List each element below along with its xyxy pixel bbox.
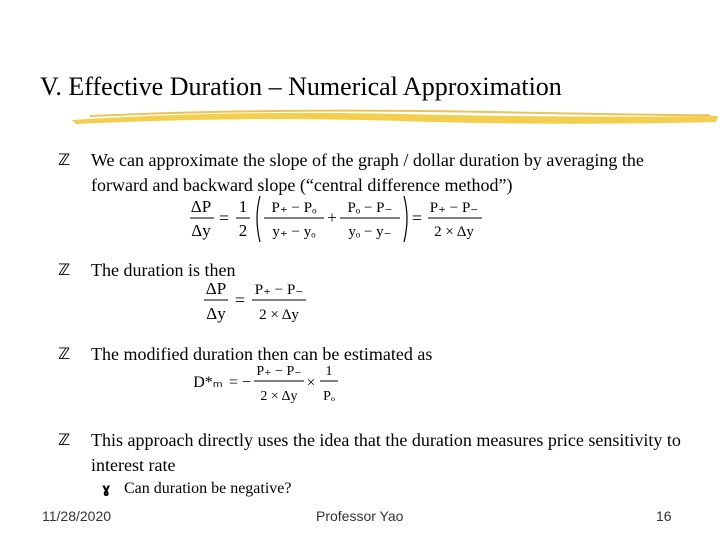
title-underline-swoosh (70, 106, 720, 128)
eq3-times: × (306, 375, 316, 391)
eq2-lhs-den: Δy (206, 304, 226, 323)
eq3-f1-num: P₊ − P₋ (256, 364, 302, 379)
eq1-rhs-den: 2 × Δy (434, 224, 474, 240)
eq1-half-den: 2 (238, 221, 248, 240)
bullet-text-4: This approach directly uses the idea that the duration measures price sensitivity to interest rate (91, 430, 681, 475)
eq1-t2-den: yₒ − y₋ (348, 224, 392, 240)
equation-modified-duration (194, 360, 344, 413)
eq1-plus: + (327, 208, 337, 227)
z-bullet-icon: ℤ (58, 260, 71, 279)
bullet-text-3: The modified duration then can be estimated as (91, 344, 433, 364)
eq1-half-num: 1 (238, 197, 248, 216)
eq2-lhs-num: ΔP (205, 279, 227, 298)
eq1-lhs-den: Δy (191, 221, 211, 240)
z-bullet-icon: ℤ (58, 344, 71, 363)
eq2-rhs-den: 2 × Δy (259, 307, 299, 323)
eq3-equals: = − (228, 374, 252, 391)
eq2-rhs-num: P₊ − P₋ (254, 282, 304, 298)
footer-author: Professor Yao (316, 508, 404, 524)
eq1-t1-den: y₊ − yₒ (272, 224, 316, 240)
eq1-rhs-num: P₊ − P₋ (429, 200, 479, 216)
eq3-f2-den: Pₒ (323, 389, 335, 404)
footer-date: 11/28/2020 (42, 508, 112, 524)
eq1-t2-num: Pₒ − P₋ (347, 200, 393, 216)
bullet-text-1: We can approximate the slope of the graph / dollar duration by averaging the forward and backward slope (“central difference method”) (91, 150, 644, 195)
sub-bullet-text: Can duration be negative? (124, 480, 292, 497)
eq3-f2-num: 1 (325, 364, 333, 379)
z-bullet-icon: ℤ (58, 430, 71, 449)
bullet-text-2: The duration is then (91, 260, 236, 280)
eq1-equals-2: = (411, 208, 423, 228)
eq3-f1-den: 2 × Δy (260, 389, 298, 404)
equation-central-difference (188, 192, 488, 252)
eq2-equals: = (234, 290, 246, 310)
eq1-equals: = (218, 208, 230, 228)
eq1-t1-num: P₊ − Pₒ (271, 200, 317, 216)
eq3-lhs: D*ₘ (194, 374, 223, 391)
z-bullet-icon: ℤ (58, 150, 71, 169)
footer-page-number: 16 (656, 508, 672, 524)
eq1-lhs-num: ΔP (190, 197, 212, 216)
equation-duration (202, 276, 312, 333)
y-bullet-icon: ɣ (102, 482, 111, 497)
slide-title: V. Effective Duration – Numerical Approximation (40, 72, 562, 101)
